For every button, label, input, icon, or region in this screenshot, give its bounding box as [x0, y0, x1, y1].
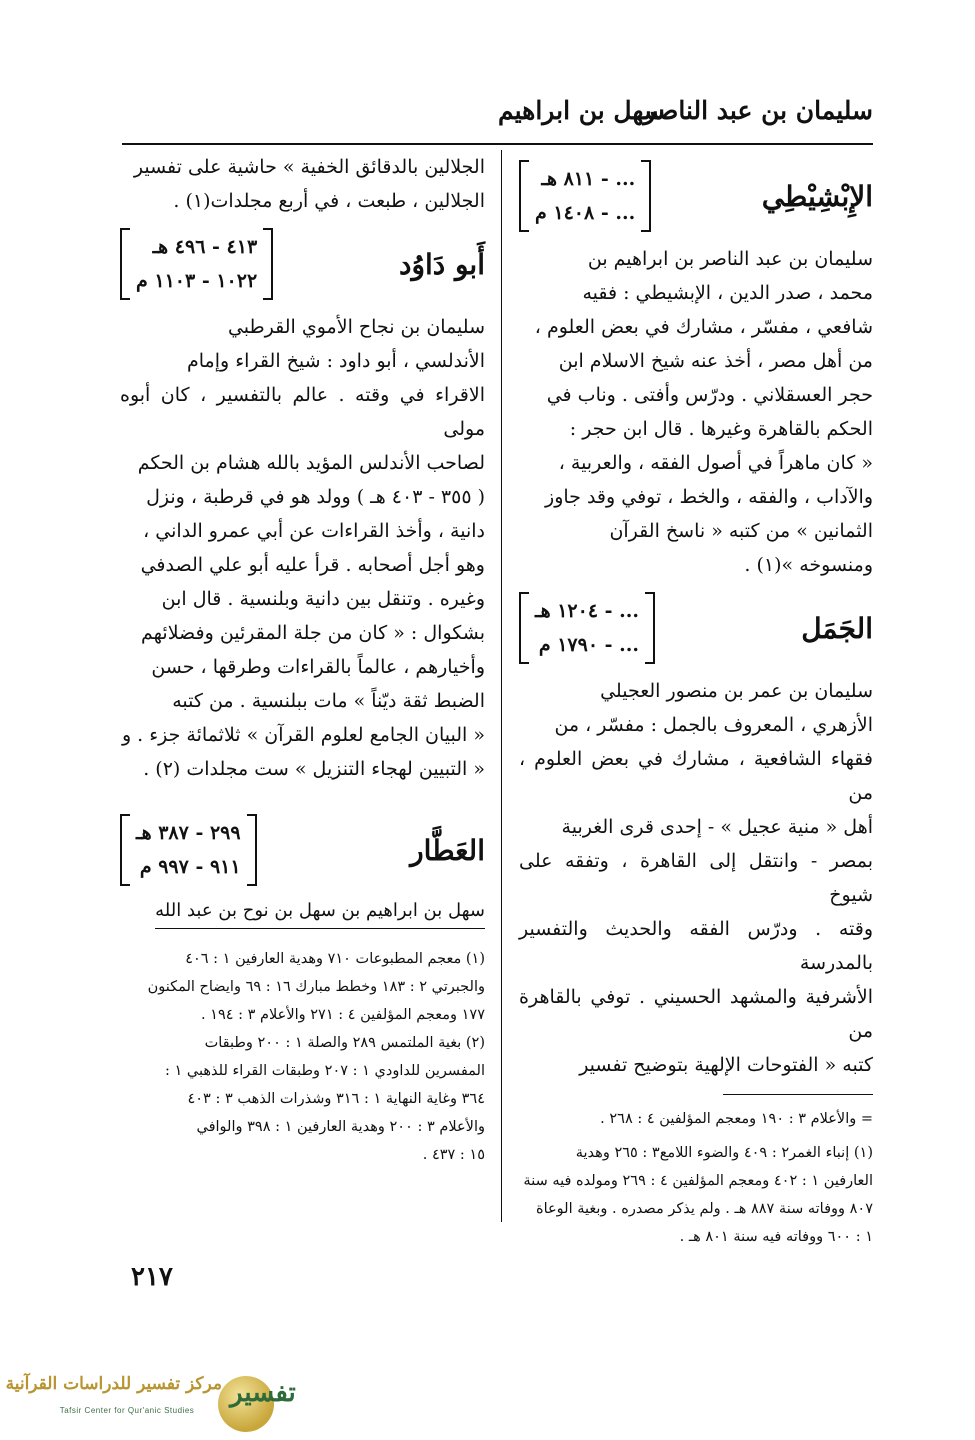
footnote-line: والأعلام ٣ : ٢٠٠ وهدية العارفين ١ : ٣٩٨ والوافي	[196, 1119, 485, 1135]
entry-name: العَطَّار	[410, 833, 485, 867]
publisher-logo	[5, 1372, 296, 1434]
logo-subtitle: Tafsir Center for Qur'anic Studies	[59, 1406, 195, 1415]
text-line: سهل بن ابراهيم بن سهل بن نوح بن عبد الله	[155, 896, 485, 929]
text-line: الأشرفية والمشهد الحسيني . توفي بالقاهرة من	[519, 986, 873, 1042]
date-bracket	[519, 160, 651, 232]
entry-heading-ibshiti	[519, 156, 873, 236]
entry-body-ibshiti	[519, 242, 873, 582]
running-header-right: سليمان بن عبد الناصر	[643, 96, 873, 125]
text-line: محمد ، صدر الدين ، الإبشيطي : فقيه	[582, 282, 873, 304]
entry-heading-abu-dawud	[120, 224, 485, 304]
running-header-left: سهل بن ابراهيم	[498, 96, 665, 125]
text-line: شافعي ، مفسّر ، مشارك في بعض العلوم ،	[534, 316, 873, 338]
text-line: والآداب ، والفقه ، والخط ، توفي وقد جاوز	[545, 486, 873, 508]
date-bracket	[519, 592, 655, 664]
date-bracket	[120, 228, 273, 300]
text-line: دانية ، وأخذ القراءات عن أبي عمرو الداني ،	[143, 520, 485, 542]
footnote-line: ٨٠٧ ووفاته سنة ٨٨٧ هـ . ولم يذكر مصدره . وبغية الوعاة	[536, 1201, 873, 1217]
text-line: سليمان بن عبد الناصر بن ابراهيم بن	[587, 248, 873, 270]
text-line: « كان ماهراً في أصول الفقه ، والعربية ،	[558, 452, 873, 474]
left-column	[120, 150, 485, 1169]
text-line: الجلالين ، طبعت ، في أربع مجلدات(١) .	[173, 190, 485, 212]
footnote-line: ٣٦٤ وغاية النهاية ١ : ٣١٦ وشذرات الذهب ٣ : ٤٠٣	[187, 1091, 485, 1107]
text-line: وغيره . وتنقل بين دانية وبلنسية . قال ابن	[161, 588, 485, 610]
date-gregorian: ... - ١٧٩٠ م	[538, 634, 639, 656]
footnote-line: ١٥ : ٤٣٧ .	[422, 1147, 485, 1163]
footnote-line: ١ : ٦٠٠ ووفاته فيه سنة ٨٠١ هـ .	[679, 1229, 873, 1245]
text-line: سليمان بن عمر بن منصور العجيلي	[600, 680, 873, 702]
footnote-line: والجبرتي ٢ : ١٨٣ وخطط مبارك ١٦ : ٦٩ وايضاح المكنون	[147, 979, 485, 995]
text-line: حجر العسقلاني . ودرّس وأفتى . وناب في	[546, 384, 873, 406]
footnote-line: العارفين ١ : ٤٠٢ ومعجم المؤلفين ٤ : ٢٦٩ ومولده فيه سنة	[523, 1173, 873, 1189]
text-line: الاقراء في وقته . عالم بالتفسير ، كان أبوه مولى	[120, 384, 485, 440]
text-line: « البيان الجامع لعلوم القرآن » ثلاثمائة جزء . و	[121, 724, 485, 746]
entry-name: أَبو دَاوُد	[398, 247, 485, 281]
date-hijri: ... - ٨١١ هـ	[541, 168, 636, 190]
text-line: الجلالين بالدقائق الخفية » حاشية على تفسير	[133, 156, 485, 178]
text-line: الأندلسي ، أبو داود : شيخ القراء وإمام	[187, 350, 485, 372]
footnote-rule	[723, 1094, 873, 1095]
text-line: الحكم بالقاهرة وغيرها . قال ابن حجر :	[569, 418, 873, 440]
date-hijri: ٤١٣ - ٤٩٦ هـ	[152, 236, 258, 258]
text-line: وأخيارهم ، عالماً بالقراءات وطرقها ، حسن	[151, 656, 485, 678]
text-line: الأزهري ، المعروف بالجمل : مفسّر ، من	[554, 714, 873, 736]
entry-name: الجَمَل	[801, 611, 873, 645]
footnote-line: (١) إنباء الغمر٢ : ٤٠٩ والضوء اللامع٣ : ٢٦٥ وهدية	[575, 1145, 873, 1161]
logo-word: تفسير	[230, 1378, 296, 1408]
text-line: فقهاء الشافعية ، مشارك في بعض العلوم ، من	[519, 748, 873, 804]
text-line: الضبط ثقة ديّناً » مات ببلنسية . من كتبه	[172, 690, 485, 712]
text-line: وقته . ودرّس الفقه والحديث والتفسير بالمدرسة	[519, 918, 873, 974]
text-line: وهو أجل أصحابه . قرأ عليه أبو علي الصدفي	[140, 554, 485, 576]
entry-heading-jamal	[519, 588, 873, 668]
date-hijri: ... - ١٢٠٤ هـ	[535, 600, 639, 622]
text-line: الثمانين » من كتبه « ناسخ القرآن	[609, 520, 873, 542]
entry-heading-attar	[120, 810, 485, 890]
text-line: « التبيين لهجاء التنزيل » ست مجلدات (٢) .	[143, 758, 485, 780]
text-line: بمصر - وانتقل إلى القاهرة ، وتفقه على شيوخ	[519, 850, 873, 906]
date-hijri: ٢٩٩ - ٣٨٧ هـ	[136, 822, 241, 844]
text-line: بشكوال : « كان من جلة المقرئين وفضلائهم	[141, 622, 485, 644]
date-bracket	[120, 814, 257, 886]
footnote-line: (١) معجم المطبوعات ٧١٠ وهدية العارفين ١ : ٤٠٦	[185, 951, 485, 967]
footnote-line: (٢) بغية الملتمس ٢٨٩ والصلة ١ : ٢٠٠ وطبقات	[204, 1035, 485, 1051]
text-line: من أهل مصر ، أخذ عنه شيخ الاسلام ابن	[558, 350, 873, 372]
text-line: كتبه « الفتوحات الإلهية بتوضيح تفسير	[579, 1054, 873, 1076]
footnote-line: ١٧٧ ومعجم المؤلفين ٤ : ٢٧١ والأعلام ٣ : ١٩٤ .	[200, 1007, 485, 1023]
text-line: ومنسوخه »(١) .	[744, 554, 873, 576]
entry-body-attar	[120, 896, 485, 929]
date-gregorian: ١٠٢٢ - ١١٠٣ م	[136, 270, 258, 292]
entry-name: الإِبْشِيْطِي	[761, 179, 873, 213]
text-line: ( ٣٥٥ - ٤٠٣ هـ ) وولد هو في قرطبة ، ونزل	[146, 486, 485, 508]
right-column	[519, 150, 873, 1251]
footnotes-right	[519, 1105, 873, 1251]
entry-body-jamal	[519, 674, 873, 1082]
date-gregorian: ٩١١ - ٩٩٧ م	[139, 856, 241, 878]
text-line: أهل « منية عجيل » - إحدى قرى الغربية	[561, 816, 873, 838]
text-line: لصاحب الأندلس المؤيد بالله هشام بن الحكم	[137, 452, 485, 474]
footnote-line: المفسرين للداودي ١ : ٢٠٧ وطبقات القراء للذهبي ١ :	[165, 1063, 485, 1079]
header-rule	[122, 143, 873, 145]
footnote-line: = والأعلام ٣ : ١٩٠ ومعجم المؤلفين ٤ : ٢٦٨ .	[600, 1111, 873, 1127]
entry-body-abu-dawud	[120, 310, 485, 786]
column-divider	[501, 150, 502, 1222]
page-number: ٢١٧	[131, 1262, 173, 1292]
date-gregorian: ... - ١٤٠٨ م	[535, 202, 636, 224]
logo-title: مركز تفسير للدراسات القرآنية	[5, 1374, 222, 1394]
footnotes-left	[120, 945, 485, 1169]
text-line: سليمان بن نجاح الأموي القرطبي	[227, 316, 485, 338]
continued-text	[120, 150, 485, 218]
